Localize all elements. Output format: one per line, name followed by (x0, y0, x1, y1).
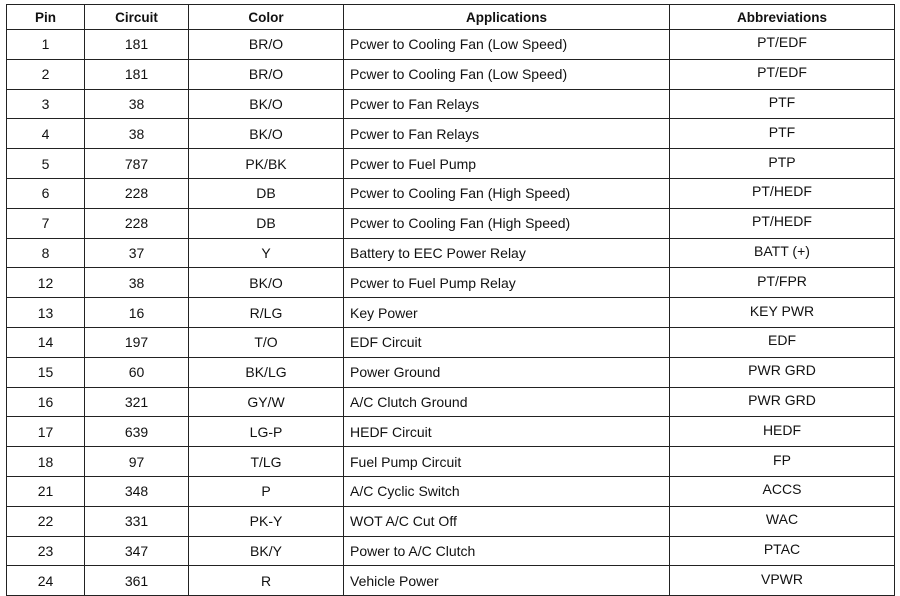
cell-color: P (189, 476, 344, 506)
cell-application: HEDF Circuit (344, 417, 670, 447)
cell-pin: 13 (7, 298, 85, 328)
cell-abbreviation: PTAC (670, 536, 895, 566)
header-row (7, 5, 895, 30)
cell-color: DB (189, 208, 344, 238)
cell-circuit: 38 (85, 89, 189, 119)
cell-pin: 14 (7, 327, 85, 357)
cell-circuit: 60 (85, 357, 189, 387)
table-row (7, 89, 895, 119)
cell-color: BK/Y (189, 536, 344, 566)
cell-pin: 16 (7, 387, 85, 417)
table-row (7, 536, 895, 566)
cell-pin: 15 (7, 357, 85, 387)
table-row (7, 387, 895, 417)
cell-pin: 17 (7, 417, 85, 447)
cell-circuit: 181 (85, 30, 189, 60)
cell-circuit: 197 (85, 327, 189, 357)
cell-pin: 4 (7, 119, 85, 149)
cell-application: Pcwer to Fan Relays (344, 119, 670, 149)
table-row (7, 566, 895, 596)
cell-circuit: 228 (85, 178, 189, 208)
cell-circuit: 97 (85, 447, 189, 477)
cell-pin: 22 (7, 506, 85, 536)
cell-abbreviation: PWR GRD (670, 387, 895, 417)
cell-circuit: 38 (85, 119, 189, 149)
cell-abbreviation: BATT (+) (670, 238, 895, 268)
cell-circuit: 228 (85, 208, 189, 238)
table-row (7, 178, 895, 208)
cell-pin: 2 (7, 59, 85, 89)
cell-abbreviation: ACCS (670, 476, 895, 506)
cell-pin: 1 (7, 30, 85, 60)
cell-circuit: 181 (85, 59, 189, 89)
cell-color: BR/O (189, 30, 344, 60)
cell-application: WOT A/C Cut Off (344, 506, 670, 536)
cell-color: R (189, 566, 344, 596)
cell-color: GY/W (189, 387, 344, 417)
table-row (7, 208, 895, 238)
table-row (7, 417, 895, 447)
cell-pin: 12 (7, 268, 85, 298)
cell-abbreviation: PT/HEDF (670, 178, 895, 208)
cell-pin: 24 (7, 566, 85, 596)
cell-abbreviation: PWR GRD (670, 357, 895, 387)
table-body (7, 30, 895, 596)
table-row (7, 268, 895, 298)
table-row (7, 30, 895, 60)
cell-color: BK/O (189, 268, 344, 298)
cell-color: Y (189, 238, 344, 268)
cell-circuit: 639 (85, 417, 189, 447)
cell-abbreviation: FP (670, 447, 895, 477)
cell-pin: 23 (7, 536, 85, 566)
cell-color: BK/LG (189, 357, 344, 387)
cell-color: DB (189, 178, 344, 208)
cell-circuit: 16 (85, 298, 189, 328)
cell-abbreviation: VPWR (670, 566, 895, 596)
cell-application: Vehicle Power (344, 566, 670, 596)
cell-application: Pcwer to Fuel Pump Relay (344, 268, 670, 298)
cell-application: Battery to EEC Power Relay (344, 238, 670, 268)
cell-pin: 5 (7, 149, 85, 179)
cell-application: Pcwer to Fuel Pump (344, 149, 670, 179)
cell-circuit: 37 (85, 238, 189, 268)
cell-abbreviation: KEY PWR (670, 298, 895, 328)
header-circuit: Circuit (85, 5, 189, 30)
table-row (7, 506, 895, 536)
cell-circuit: 38 (85, 268, 189, 298)
header-color: Color (189, 5, 344, 30)
cell-abbreviation: PTP (670, 149, 895, 179)
cell-color: BK/O (189, 119, 344, 149)
cell-pin: 8 (7, 238, 85, 268)
cell-color: R/LG (189, 298, 344, 328)
table-row (7, 476, 895, 506)
cell-application: Pcwer to Cooling Fan (Low Speed) (344, 59, 670, 89)
cell-application: Fuel Pump Circuit (344, 447, 670, 477)
cell-application: Pcwer to Cooling Fan (High Speed) (344, 178, 670, 208)
header-abbreviations: Abbreviations (670, 5, 895, 30)
cell-abbreviation: HEDF (670, 417, 895, 447)
table-row (7, 238, 895, 268)
cell-pin: 7 (7, 208, 85, 238)
cell-circuit: 347 (85, 536, 189, 566)
cell-abbreviation: PT/FPR (670, 268, 895, 298)
cell-color: BR/O (189, 59, 344, 89)
cell-pin: 18 (7, 447, 85, 477)
cell-application: A/C Cyclic Switch (344, 476, 670, 506)
table-row (7, 357, 895, 387)
cell-color: T/O (189, 327, 344, 357)
table-row (7, 149, 895, 179)
table-row (7, 298, 895, 328)
cell-application: Key Power (344, 298, 670, 328)
cell-application: Pcwer to Cooling Fan (High Speed) (344, 208, 670, 238)
cell-color: BK/O (189, 89, 344, 119)
cell-application: EDF Circuit (344, 327, 670, 357)
cell-pin: 21 (7, 476, 85, 506)
cell-abbreviation: PT/EDF (670, 30, 895, 60)
table-row (7, 119, 895, 149)
cell-application: Pcwer to Cooling Fan (Low Speed) (344, 30, 670, 60)
cell-application: Pcwer to Fan Relays (344, 89, 670, 119)
header-pin: Pin (7, 5, 85, 30)
cell-color: PK-Y (189, 506, 344, 536)
cell-application: A/C Clutch Ground (344, 387, 670, 417)
pin-chart-table (6, 4, 895, 596)
cell-abbreviation: PTF (670, 119, 895, 149)
cell-color: T/LG (189, 447, 344, 477)
cell-application: Power Ground (344, 357, 670, 387)
table-row (7, 59, 895, 89)
cell-abbreviation: PT/HEDF (670, 208, 895, 238)
table-header (7, 5, 895, 30)
pin-chart-page (6, 4, 894, 589)
cell-color: PK/BK (189, 149, 344, 179)
cell-abbreviation: PTF (670, 89, 895, 119)
header-applications: Applications (344, 5, 670, 30)
table-row (7, 327, 895, 357)
cell-circuit: 321 (85, 387, 189, 417)
cell-application: Power to A/C Clutch (344, 536, 670, 566)
table-row (7, 447, 895, 477)
cell-pin: 3 (7, 89, 85, 119)
cell-circuit: 331 (85, 506, 189, 536)
cell-abbreviation: PT/EDF (670, 59, 895, 89)
cell-circuit: 361 (85, 566, 189, 596)
cell-circuit: 348 (85, 476, 189, 506)
cell-abbreviation: EDF (670, 327, 895, 357)
cell-pin: 6 (7, 178, 85, 208)
cell-circuit: 787 (85, 149, 189, 179)
cell-abbreviation: WAC (670, 506, 895, 536)
cell-color: LG-P (189, 417, 344, 447)
